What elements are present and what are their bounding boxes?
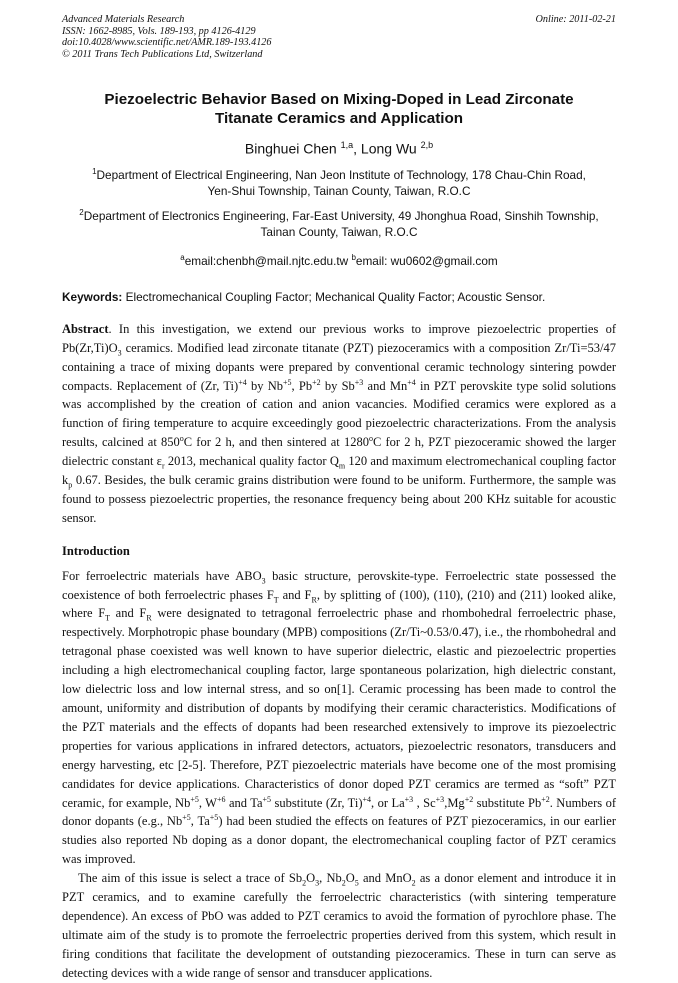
- keywords: [62, 289, 616, 305]
- subscript: R: [311, 595, 317, 605]
- paragraph-text: O: [306, 871, 316, 886]
- subscript: 5: [354, 878, 359, 888]
- introduction-body: [62, 567, 616, 983]
- paragraph-text: , or La: [371, 795, 405, 810]
- section-heading-introduction: Introduction: [62, 543, 130, 558]
- subscript: T: [273, 595, 279, 605]
- paragraph-text: , W: [198, 795, 217, 810]
- paper-title: [62, 90, 616, 128]
- subscript: R: [146, 613, 152, 623]
- paragraph-text: ,Mg: [444, 795, 465, 810]
- abstract-text: ceramics. Modified lead zirconate titanate (PZT) piezoceramics with a composition Zr/Ti=53/47 containing a trace of mixing dopants were prepared by conventional ceramic technology sintering powder compacts. Replacement of (Zr, Ti): [62, 340, 616, 393]
- paragraph-text: and Ta: [225, 795, 263, 810]
- superscript: +4: [238, 377, 247, 387]
- paragraph-2: [62, 869, 616, 982]
- abstract-text: in PZT perovskite type solid solutions was accomplished by the creation of cation and anion vacancies. Modified ceramics were explored as a function of firing temperature to acquire exceedingly good piezoelectric characterizations. From the analysis results, calcined at 850: [62, 378, 617, 450]
- paragraph-text: were designated to tetragonal ferroelectric phase and rhombohedral ferroelectric phase, respectively. Morphotropic phase boundary (MPB) compositions (Zr/Ti~0.53/0.47), i.e., the rhombohedral and tetragonal phase coexisted was well known to have superior dielectric, elastic and piezoelectric properties including a high electromechanical coupling factor, large spontaneous polarization, high dielectric constant, low dielectric loss and low internal stress, and so on[1]. Ceramic processing has been made to control the amount, uniformity and distribution of dopants by modifying their ceramic characteristics. Modifications of the PZT materials and the effects of dopants had been researched extensively to improve its piezoelectric properties for various applications in infrared detectors, actuators, piezoelectric resonators, transducers and energy harvesting, etc [2-5]. Therefore, PZT piezoelectric materials have become one of the most promising candidates for device applications. Characteristics of donor doped PZT ceramics are termed as “soft” PZT ceramic, for example, Nb: [62, 606, 616, 810]
- paragraph-text: and MnO: [358, 871, 412, 886]
- subscript: 2: [302, 878, 307, 888]
- paragraph-text: , by splitting of (100), (110), (210) and (211) looked alike, where F: [62, 587, 616, 621]
- abstract-label: Abstract: [62, 321, 109, 336]
- issn-line: ISSN: 1662-8985, Vols. 189-193, pp 4126-4129: [62, 25, 256, 37]
- author-1: Binghuei Chen: [244, 141, 337, 158]
- subscript: r: [161, 461, 165, 471]
- email-a-marker: a: [180, 252, 185, 262]
- paragraph-1: [62, 567, 616, 870]
- paragraph-text: as a donor element and introduce it in PZT ceramics, and to examine carefully the ferroelectric characteristics (with sintering temperature dependence). An excess of PbO was added to PZT ceramics to avoid the formation of pyrochlore phase. The ultimate aim of the study is to promote the ferroelectric properties derived from this system, which result in firing conditions that facilitate the development of outstanding piezoceramics. These in turn can serve as detecting devices with a wide range of sensor and transducer applications.: [62, 871, 617, 980]
- superscript: +3: [354, 377, 364, 387]
- paragraph-text: . Numbers of donor dopants (e.g., Nb: [62, 795, 616, 829]
- subscript: 2: [411, 878, 416, 888]
- abstract-text: by Nb: [246, 378, 283, 393]
- title-line-2: Titanate Ceramics and Application: [214, 110, 464, 128]
- email-a: email:chenbh@mail.njtc.edu.tw: [184, 253, 349, 268]
- affil-1-line-1: Department of Electrical Engineering, Nan Jeon Institute of Technology, 178 Chau-Chin Road,: [96, 167, 586, 182]
- copyright-line: © 2011 Trans Tech Publications Ltd, Switzerland: [62, 48, 263, 60]
- superscript: +5: [190, 794, 199, 804]
- paragraph-text: substitute Pb: [473, 795, 542, 810]
- paragraph-text: and F: [110, 606, 147, 621]
- superscript: +3: [435, 794, 445, 804]
- paragraph-text: substitute (Zr, Ti): [271, 795, 363, 810]
- abstract-text: . In this investigation, we extend our previous works to improve piezoelectric properties of Pb(Zr,Ti)O: [62, 321, 616, 355]
- journal-name: Advanced Materials Research: [62, 14, 185, 25]
- abstract-text: 120 and maximum electromechanical coupling factor k: [62, 454, 616, 488]
- paragraph-text: and F: [278, 587, 312, 602]
- paragraph-text: , Sc: [413, 795, 436, 810]
- abstract-text: , Pb: [291, 378, 313, 393]
- superscript: +5: [282, 377, 292, 387]
- author-list: [62, 136, 616, 158]
- abstract-text: 2013, mechanical quality factor Q: [164, 454, 339, 469]
- paragraph-text: , Nb: [319, 871, 342, 886]
- affil-2-line-2: Tainan County, Taiwan, R.O.C: [260, 224, 418, 239]
- superscript: +2: [464, 794, 474, 804]
- superscript: o: [179, 434, 184, 444]
- paragraph-text: The aim of this issue is select a trace of Sb: [78, 871, 303, 886]
- abstract-text: and Mn: [363, 378, 408, 393]
- subscript: m: [338, 461, 346, 471]
- superscript: +5: [182, 813, 191, 823]
- paragraph-text: O: [345, 871, 355, 886]
- email-b: email: wu0602@gmail.com: [355, 253, 498, 268]
- affiliation-2: [62, 205, 616, 240]
- paragraph-text: For ferroelectric materials have ABO: [62, 568, 262, 583]
- affil-1-marker: 1: [92, 167, 97, 177]
- author-1-affil-marker: 1,a: [340, 140, 354, 151]
- keywords-text: Electromechanical Coupling Factor; Mechanical Quality Factor; Acoustic Sensor.: [122, 289, 546, 304]
- paragraph-text: basic structure, perovskite-type. Ferroelectric state possessed the coexistence of both ferroelectric phases F: [62, 568, 616, 602]
- paragraph-text: , Ta: [190, 814, 210, 829]
- online-date: Online: 2011-02-21: [535, 14, 616, 25]
- superscript: +2: [312, 377, 321, 387]
- title-line-1: Piezoelectric Behavior Based on Mixing-Doped in Lead Zirconate: [104, 91, 574, 109]
- email-b-marker: b: [351, 252, 356, 262]
- affil-2-line-1: Department of Electronics Engineering, Far-East University, 49 Jhonghua Road, Sinshih Township,: [83, 208, 599, 223]
- superscript: o: [368, 434, 373, 444]
- subscript: 3: [117, 348, 122, 358]
- paragraph-text: ) had been studied the effects on features of PZT piezoceramics, in our earlier studies also reported Nb doping as a donor dopant, the electromechanical coupling factor of PZT ceramics was improved.: [62, 814, 616, 867]
- superscript: +2: [541, 794, 550, 804]
- abstract-text: C for 2 h, and then sintered at 1280: [183, 435, 369, 450]
- keywords-label: Keywords:: [62, 289, 123, 304]
- superscript: +5: [262, 794, 272, 804]
- author-emails: [62, 250, 616, 269]
- superscript: +3: [404, 794, 414, 804]
- subscript: 2: [341, 878, 346, 888]
- paper-page: [62, 14, 616, 983]
- affil-2-marker: 2: [79, 207, 84, 217]
- abstract-text: 0.67. Besides, the bulk ceramic grains distribution were found to be uniform. Furthermore, the sample was found to possess piezoelectric properties, the resonance frequency being about 200 KHz suitable for acoustic sensor.: [62, 473, 616, 525]
- abstract: [62, 320, 616, 528]
- abstract-text: by Sb: [320, 378, 355, 393]
- superscript: +5: [209, 813, 219, 823]
- affiliation-1: [62, 164, 616, 199]
- superscript: +4: [362, 794, 372, 804]
- subscript: 3: [315, 878, 320, 888]
- author-2-affil-marker: 2,b: [420, 140, 434, 151]
- subscript: 3: [261, 576, 266, 586]
- doi-line: doi:10.4028/www.scientific.net/AMR.189-193.4126: [62, 37, 272, 49]
- superscript: +6: [217, 794, 226, 804]
- affil-1-line-2: Yen-Shui Township, Tainan County, Taiwan, R.O.C: [207, 183, 471, 198]
- subscript: T: [105, 613, 111, 623]
- journal-header: [62, 14, 616, 60]
- abstract-text: C for 2 h, PZT piezoceramic showed the larger dielectric constant ε: [62, 435, 617, 469]
- author-2: , Long Wu: [353, 141, 417, 158]
- superscript: +4: [407, 377, 416, 387]
- subscript: p: [68, 480, 73, 490]
